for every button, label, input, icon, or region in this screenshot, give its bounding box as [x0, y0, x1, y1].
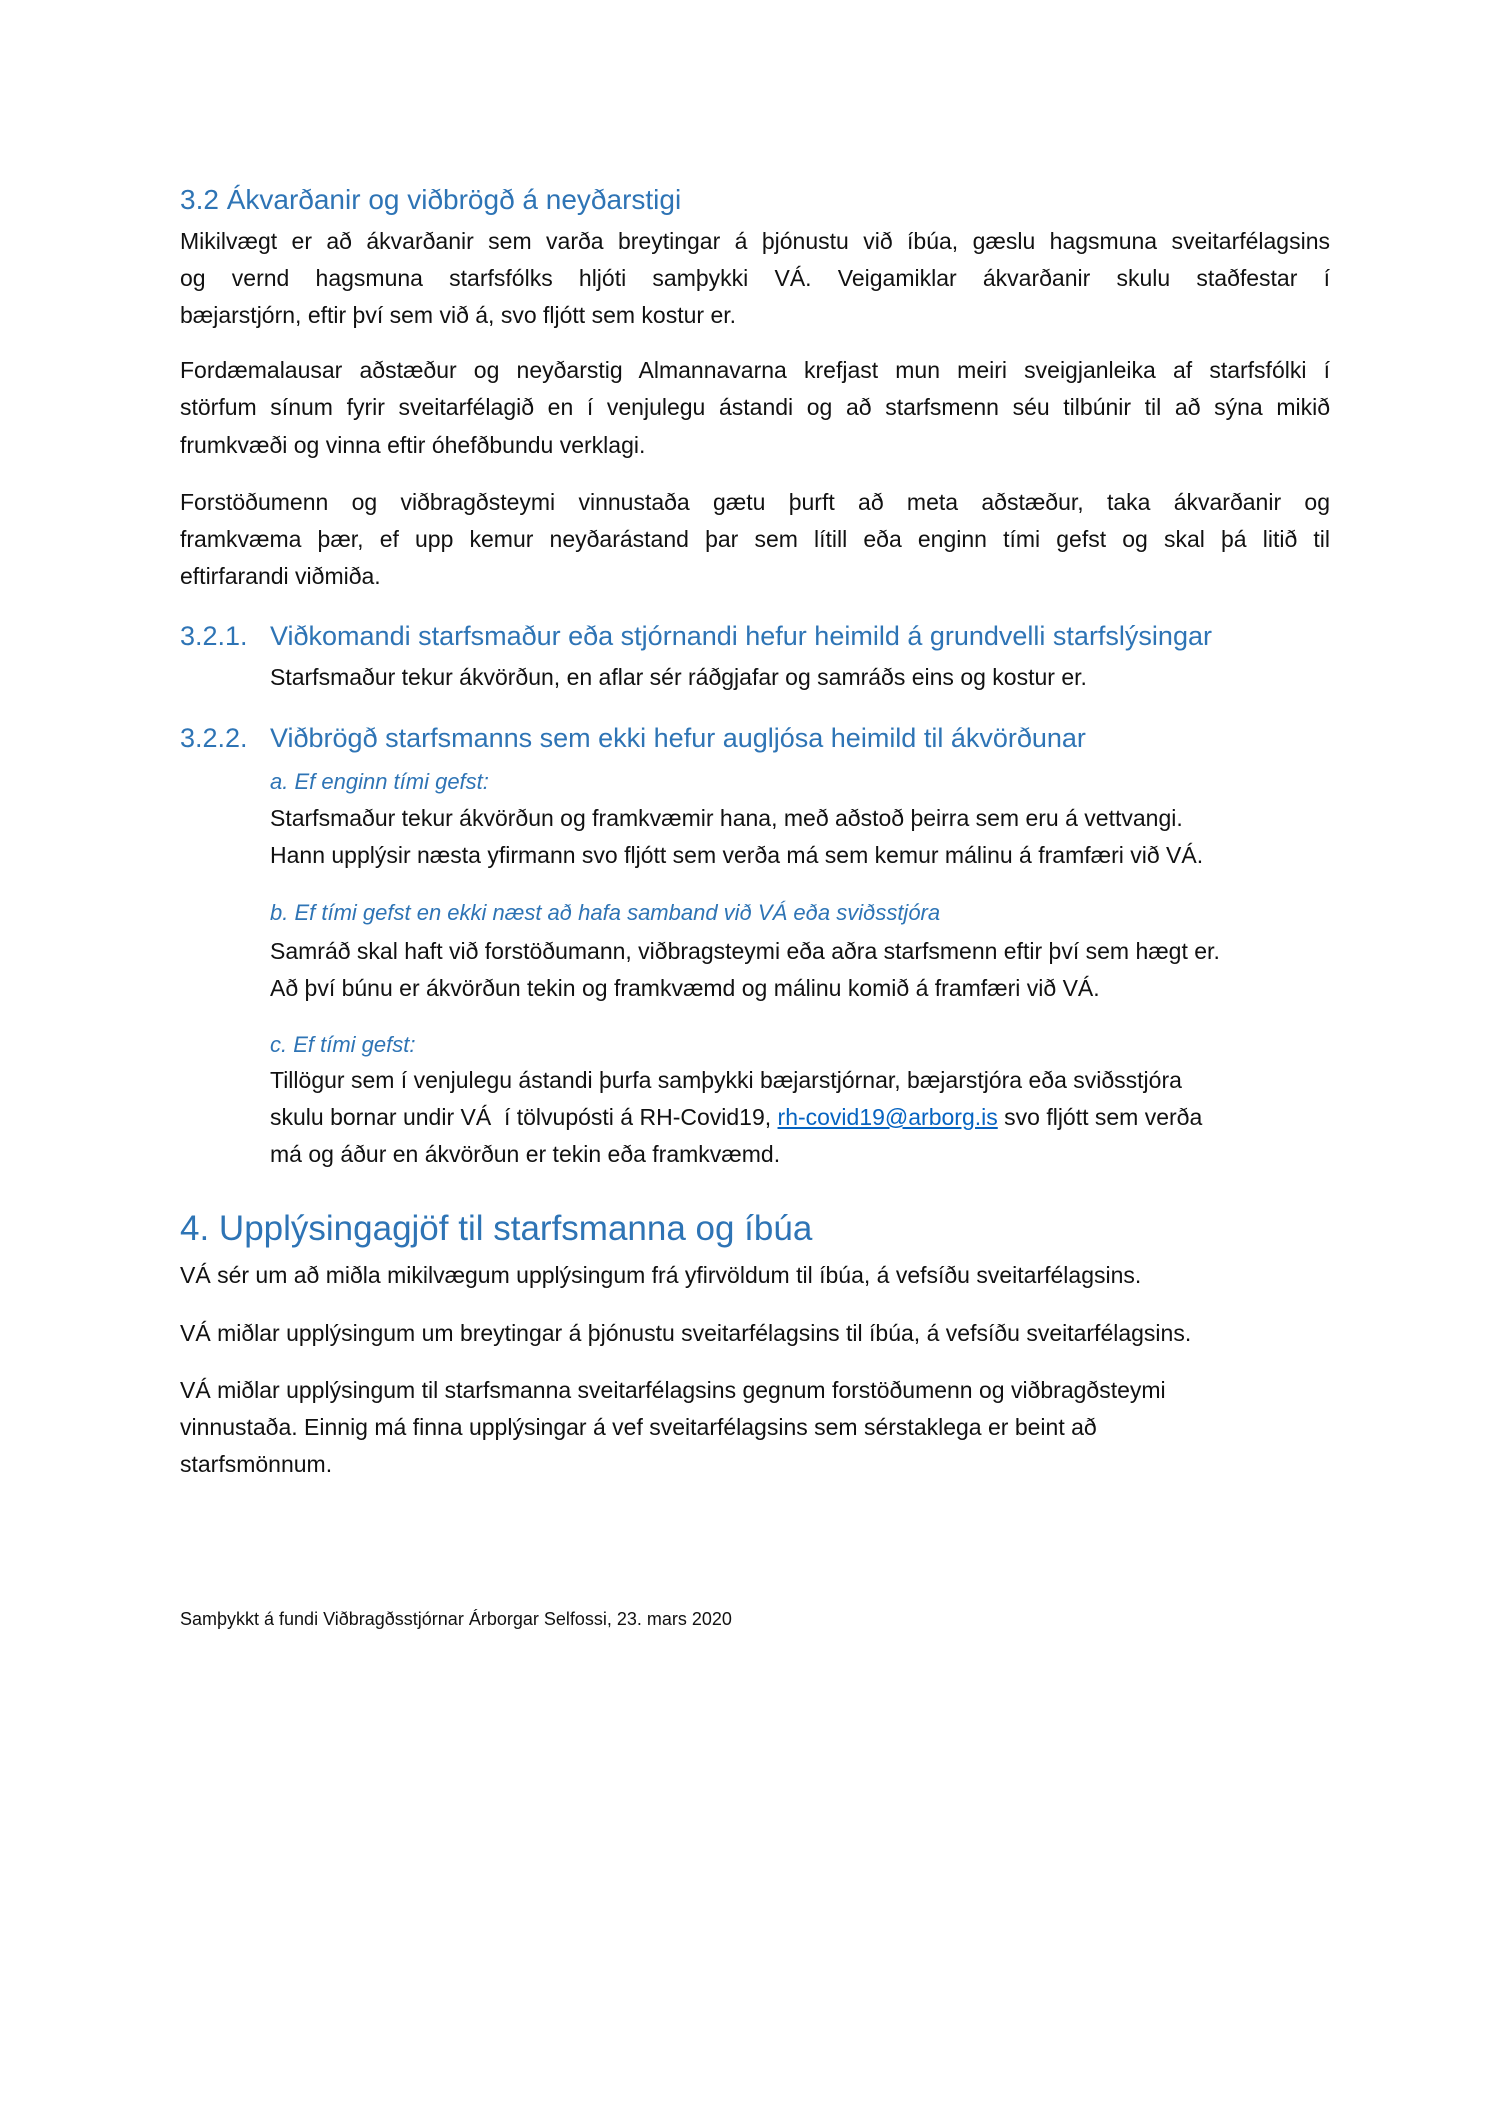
text-fragment: skulu bornar undir VÁ í tölvupósti á RH-Covid19,	[270, 1104, 778, 1130]
heading-text: Viðkomandi starfsmaður eða stjórnandi hefur heimild á grundvelli starfslýsingar	[270, 621, 1212, 651]
subheading-a: a. Ef enginn tími gefst:	[270, 769, 489, 794]
paragraph-line: Hann upplýsir næsta yfirmann svo fljótt sem verða má sem kemur málinu á framfæri við VÁ.	[270, 842, 1204, 868]
subheading-b: b. Ef tími gefst en ekki næst að hafa samband við VÁ eða sviðsstjóra	[270, 900, 941, 925]
footer-approval-note: Samþykkt á fundi Viðbragðsstjórnar Árborgar Selfossi, 23. mars 2020	[180, 1609, 732, 1629]
heading-number: 3.2.2.	[180, 723, 248, 753]
paragraph-line: störfum sínum fyrir sveitarfélagið en í venjulegu ástandi og að starfsmenn séu tilbúnir til að sýna mikið	[180, 394, 1330, 420]
paragraph-line	[270, 1099, 1330, 1135]
paragraph-line: eftirfarandi viðmiða.	[180, 563, 381, 589]
paragraph-line: vinnustaða. Einnig má finna upplýsingar á vef sveitarfélagsins sem sérstaklega er beint að	[180, 1414, 1097, 1440]
paragraph-line: Fordæmalausar aðstæður og neyðarstig Almannavarna krefjast mun meiri sveigjanleika af starfsfólki í	[180, 357, 1330, 383]
paragraph-line: VÁ miðlar upplýsingum um breytingar á þjónustu sveitarfélagsins til íbúa, á vefsíðu sveitarfélagsins.	[180, 1320, 1192, 1346]
heading-3-2: 3.2 Ákvarðanir og viðbrögð á neyðarstigi	[180, 184, 682, 215]
paragraph-line: framkvæma þær, ef upp kemur neyðarástand þar sem lítill eða enginn tími gefst og skal þá litið til	[180, 526, 1330, 552]
paragraph-line: Að því búnu er ákvörðun tekin og framkvæmd og málinu komið á framfæri við VÁ.	[270, 975, 1100, 1001]
paragraph-line: Starfsmaður tekur ákvörðun, en aflar sér ráðgjafar og samráðs eins og kostur er.	[270, 664, 1087, 690]
paragraph-line: Starfsmaður tekur ákvörðun og framkvæmir hana, með aðstoð þeirra sem eru á vettvangi.	[270, 805, 1183, 831]
paragraph-line: VÁ sér um að miðla mikilvægum upplýsingum frá yfirvöldum til íbúa, á vefsíðu sveitarfélagsins.	[180, 1262, 1142, 1288]
text-fragment: svo fljótt sem verða	[997, 1104, 1203, 1130]
heading-3-2-2	[180, 718, 1086, 758]
heading-text: Viðbrögð starfsmanns sem ekki hefur augljósa heimild til ákvörðunar	[270, 723, 1086, 753]
heading-number: 3.2.1.	[180, 621, 248, 651]
paragraph-line: starfsmönnum.	[180, 1451, 333, 1477]
paragraph-line: og vernd hagsmuna starfsfólks hljóti samþykki VÁ. Veigamiklar ákvarðanir skulu staðfestar í	[180, 265, 1330, 291]
heading-3-2-1	[180, 616, 1212, 656]
paragraph-line: bæjarstjórn, eftir því sem við á, svo fljótt sem kostur er.	[180, 302, 737, 328]
subheading-c: c. Ef tími gefst:	[270, 1032, 416, 1057]
paragraph-line: má og áður en ákvörðun er tekin eða framkvæmd.	[270, 1141, 781, 1167]
paragraph-line: Forstöðumenn og viðbragðsteymi vinnustaða gætu þurft að meta aðstæður, taka ákvarðanir og	[180, 489, 1330, 515]
paragraph-line: Tillögur sem í venjulegu ástandi þurfa samþykki bæjarstjórnar, bæjarstjóra eða sviðsstjóra	[270, 1067, 1182, 1093]
heading-4: 4. Upplýsingagjöf til starfsmanna og íbúa	[180, 1209, 813, 1248]
paragraph-line: Samráð skal haft við forstöðumann, viðbragsteymi eða aðra starfsmenn eftir því sem hægt er.	[270, 938, 1220, 964]
paragraph-line: VÁ miðlar upplýsingum til starfsmanna sveitarfélagsins gegnum forstöðumenn og viðbragðsteymi	[180, 1377, 1166, 1403]
email-link[interactable]: rh-covid19@arborg.is	[777, 1104, 998, 1130]
paragraph-line: Mikilvægt er að ákvarðanir sem varða breytingar á þjónustu við íbúa, gæslu hagsmuna sveitarfélagsins	[180, 228, 1330, 254]
paragraph-line: frumkvæði og vinna eftir óhefðbundu verklagi.	[180, 432, 646, 458]
